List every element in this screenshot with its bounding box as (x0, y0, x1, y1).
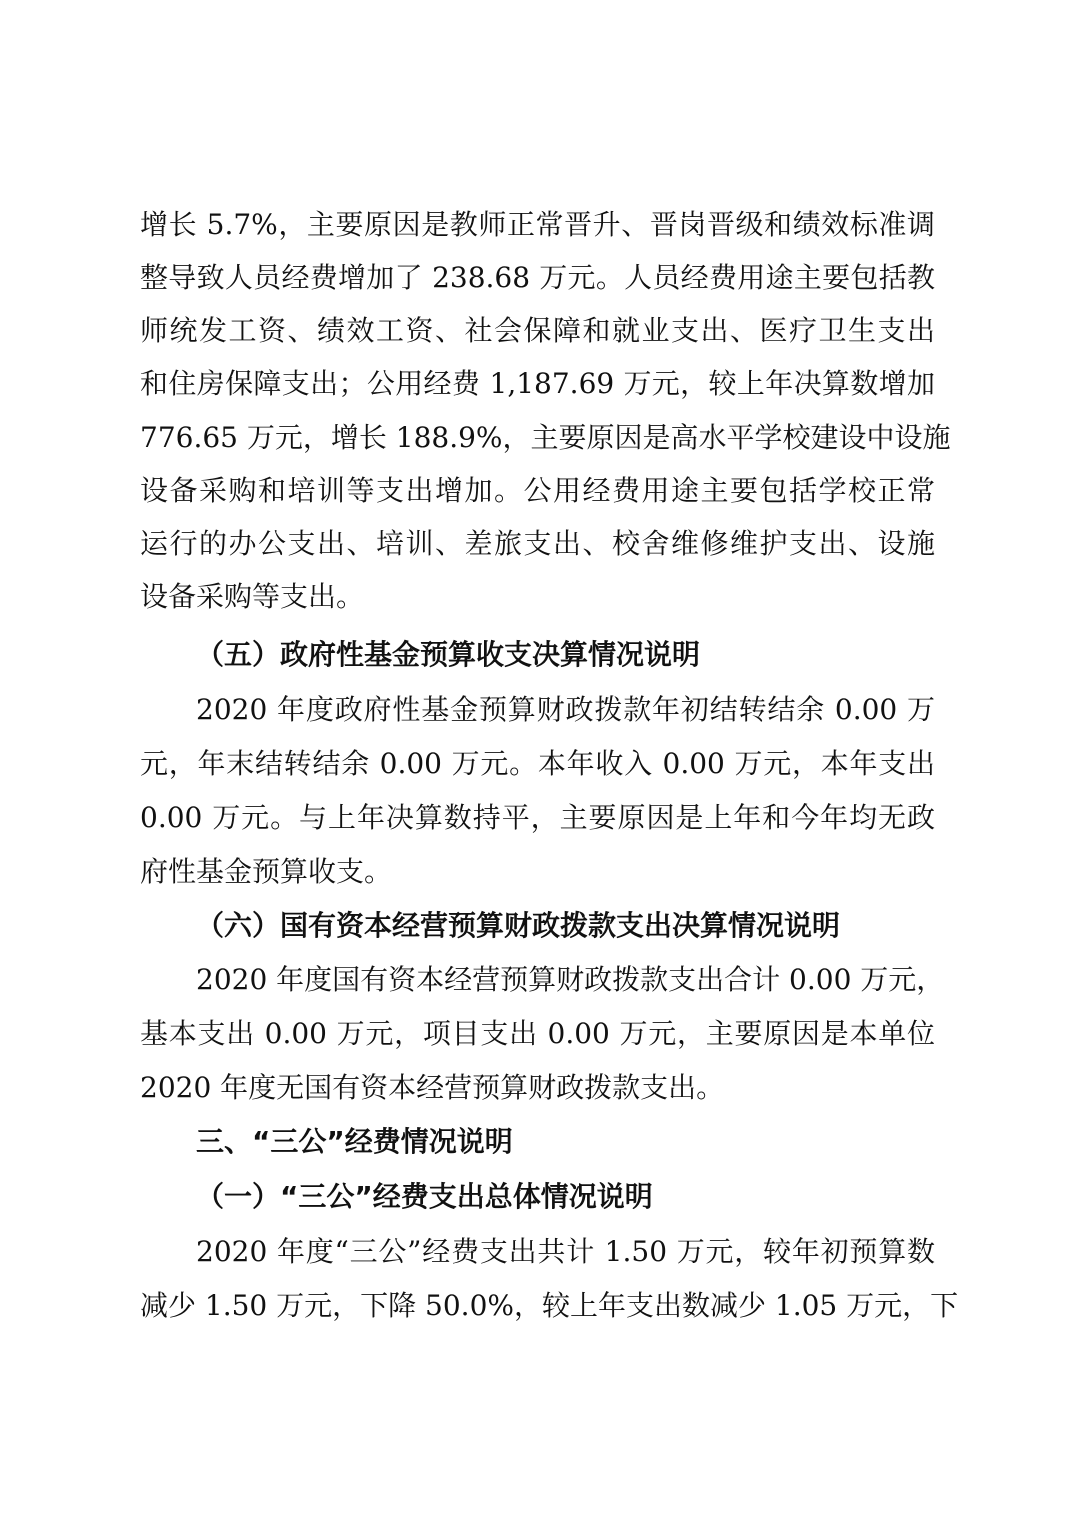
text-line: 0.00 万元。与上年决算数持平，主要原因是上年和今年均无政 (140, 801, 935, 834)
text-line: 2020 年度国有资本经营预算财政拨款支出合计 0.00 万元， (196, 963, 945, 996)
text-line: 增长 5.7%，主要原因是教师正常晋升、晋岗晋级和绩效标准调 (140, 208, 935, 241)
section-heading: （五）政府性基金预算收支决算情况说明 (196, 638, 701, 671)
text-line: 减少 1.50 万元，下降 50.0%，较上年支出数减少 1.05 万元，下 (140, 1289, 959, 1322)
text-line: 元，年末结转结余 0.00 万元。本年收入 0.00 万元，本年支出 (140, 747, 935, 780)
text-line: 776.65 万元，增长 188.9%，主要原因是高水平学校建设中设施 (140, 421, 951, 454)
section-heading: （一）“三公”经费支出总体情况说明 (196, 1180, 653, 1213)
text-line: 和住房保障支出；公用经费 1,187.69 万元，较上年决算数增加 (140, 367, 935, 400)
section-heading: （六）国有资本经营预算财政拨款支出决算情况说明 (196, 909, 841, 942)
text-line: 设备采购等支出。 (140, 580, 365, 613)
text-line: 基本支出 0.00 万元，项目支出 0.00 万元，主要原因是本单位 (140, 1017, 935, 1050)
text-line: 设备采购和培训等支出增加。公用经费用途主要包括学校正常 (140, 474, 935, 507)
text-line: 2020 年度无国有资本经营预算财政拨款支出。 (140, 1071, 725, 1104)
chapter-heading: 三、“三公”经费情况说明 (196, 1125, 513, 1158)
text-line: 2020 年度“三公”经费支出共计 1.50 万元，较年初预算数 (196, 1235, 935, 1268)
text-line: 府性基金预算收支。 (140, 855, 393, 888)
text-line: 师统发工资、绩效工资、社会保障和就业支出、医疗卫生支出 (140, 314, 935, 347)
text-line: 整导致人员经费增加了 238.68 万元。人员经费用途主要包括教 (140, 261, 935, 294)
text-line: 2020 年度政府性基金预算财政拨款年初结转结余 0.00 万 (196, 693, 935, 726)
text-line: 运行的办公支出、培训、差旅支出、校舍维修维护支出、设施 (140, 527, 935, 560)
